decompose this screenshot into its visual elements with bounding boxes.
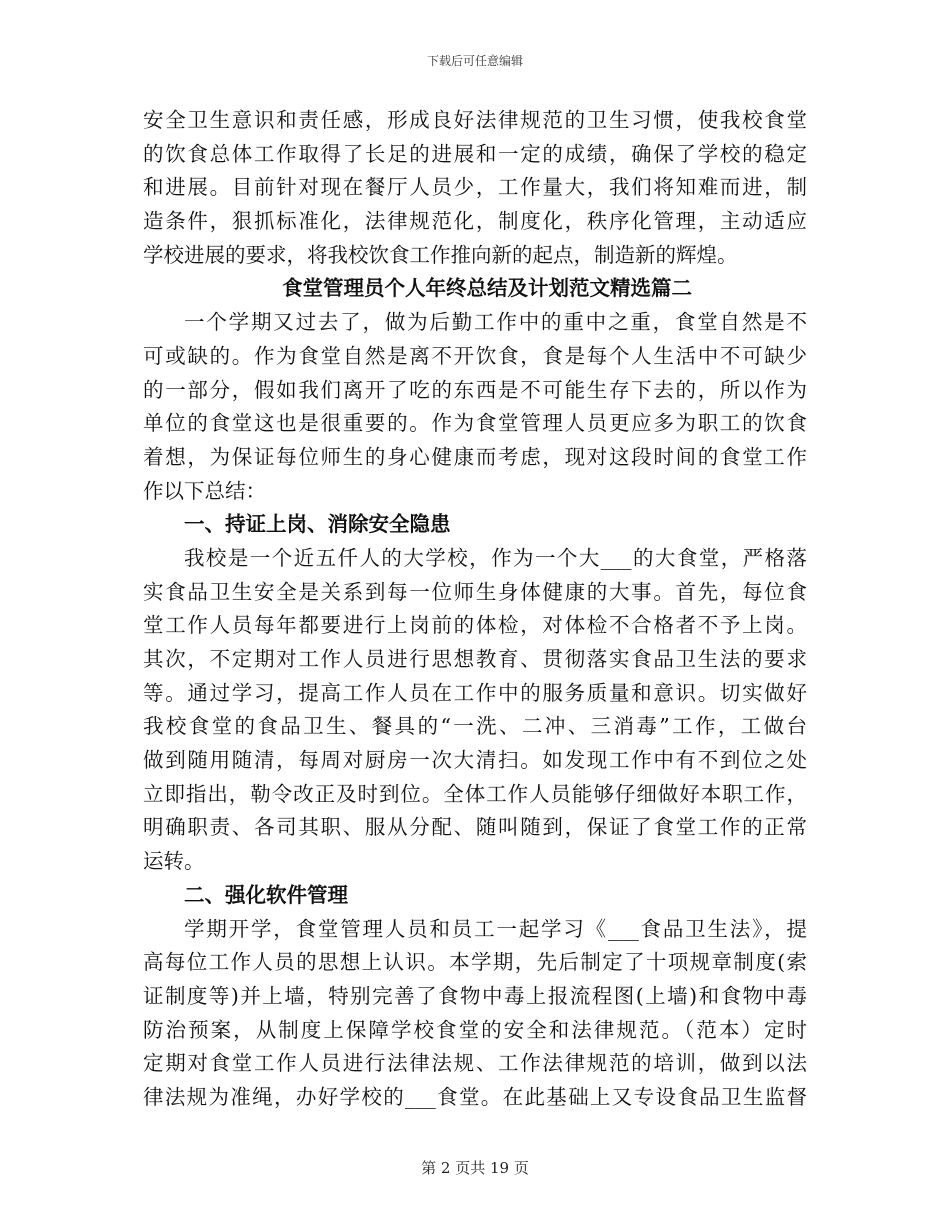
paragraph-line: 学期开学，食堂管理人员和员工一起学习《___食品卫生法》，提 <box>184 916 807 941</box>
paragraph-line: 安全卫生意识和责任感，形成良好法律规范的卫生习惯，使我校食堂 <box>143 108 807 132</box>
paragraph-line: 防治预案，从制度上保障学校食堂的安全和法律规范。（范本）定时 <box>143 1017 807 1042</box>
paragraph-line: 律法规为准绳，办好学校的___食堂。在此基础上又专设食品卫生监督 <box>143 1084 807 1109</box>
paragraph-line: 和进展。目前针对现在餐厅人员少，工作量大，我们将知难而进，制 <box>143 175 807 200</box>
section-title: 食堂管理员个人年终总结及计划范文精选篇二 <box>282 276 692 301</box>
paragraph-line: 我校是一个近五仟人的大学校，作为一个大___的大食堂，严格落 <box>184 545 807 570</box>
paragraph-line: 造条件，狠抓标准化，法律规范化，制度化，秩序化管理，主动适应 <box>143 209 807 234</box>
paragraph-line: 作以下总结： <box>143 478 266 503</box>
paragraph-line: 明确职责、各司其职、服从分配、随叫随到，保证了食堂工作的正常 <box>143 815 807 840</box>
paragraph-line: 等。通过学习，提高工作人员在工作中的服务质量和意识。切实做好 <box>143 680 807 705</box>
paragraph-line: 运转。 <box>143 849 205 874</box>
paragraph-line: 着想，为保证每位师生的身心健康而考虑，现对这段时间的食堂工作 <box>143 444 807 469</box>
document-body <box>143 104 807 1115</box>
subheading-2: 二、强化软件管理 <box>184 882 348 907</box>
paragraph-line: 其次，不定期对工作人员进行思想教育、贯彻落实食品卫生法的要求 <box>143 647 807 671</box>
paragraph-line: 高每位工作人员的思想上认识。本学期，先后制定了十项规章制度(索 <box>143 950 807 975</box>
paragraph-line: 立即指出，勒令改正及时到位。全体工作人员能够仔细做好本职工作， <box>143 781 807 806</box>
paragraph-line: 实食品卫生安全是关系到每一位师生身体健康的大事。首先，每位食 <box>143 579 807 604</box>
paragraph-line: 堂工作人员每年都要进行上岗前的体检，对体检不合格者不予上岗。 <box>143 613 807 638</box>
subheading-1: 一、持证上岗、消除安全隐患 <box>184 512 451 537</box>
page-footer: 第 2 页共 19 页 <box>421 1159 529 1177</box>
paragraph-line: 我校食堂的食品卫生、餐具的“一洗、二冲、三消毒”工作，工做台 <box>143 714 807 739</box>
paragraph-line: 可或缺的。作为食堂自然是离不开饮食，食是每个人生活中不可缺少 <box>143 343 807 368</box>
paragraph-line: 学校进展的要求，将我校饮食工作推向新的起点，制造新的辉煌。 <box>143 242 738 267</box>
paragraph-line: 做到随用随清，每周对厨房一次大清扫。如发现工作中有不到位之处 <box>143 748 807 773</box>
paragraph-line: 证制度等)并上墙，特别完善了食物中毒上报流程图(上墙)和食物中毒 <box>143 983 807 1008</box>
paragraph-line: 的一部分，假如我们离开了吃的东西是不可能生存下去的，所以作为 <box>143 377 807 402</box>
paragraph-line: 单位的食堂这也是很重要的。作为食堂管理人员更应多为职工的饮食 <box>143 411 807 436</box>
paragraph-line: 一个学期又过去了，做为后勤工作中的重中之重，食堂自然是不 <box>184 310 807 335</box>
paragraph-line: 定期对食堂工作人员进行法律法规、工作法律规范的培训，做到以法 <box>143 1051 807 1076</box>
page-header: 下载后可任意编辑 <box>426 54 523 68</box>
paragraph-line: 的饮食总体工作取得了长足的进展和一定的成绩，确保了学校的稳定 <box>143 141 807 166</box>
